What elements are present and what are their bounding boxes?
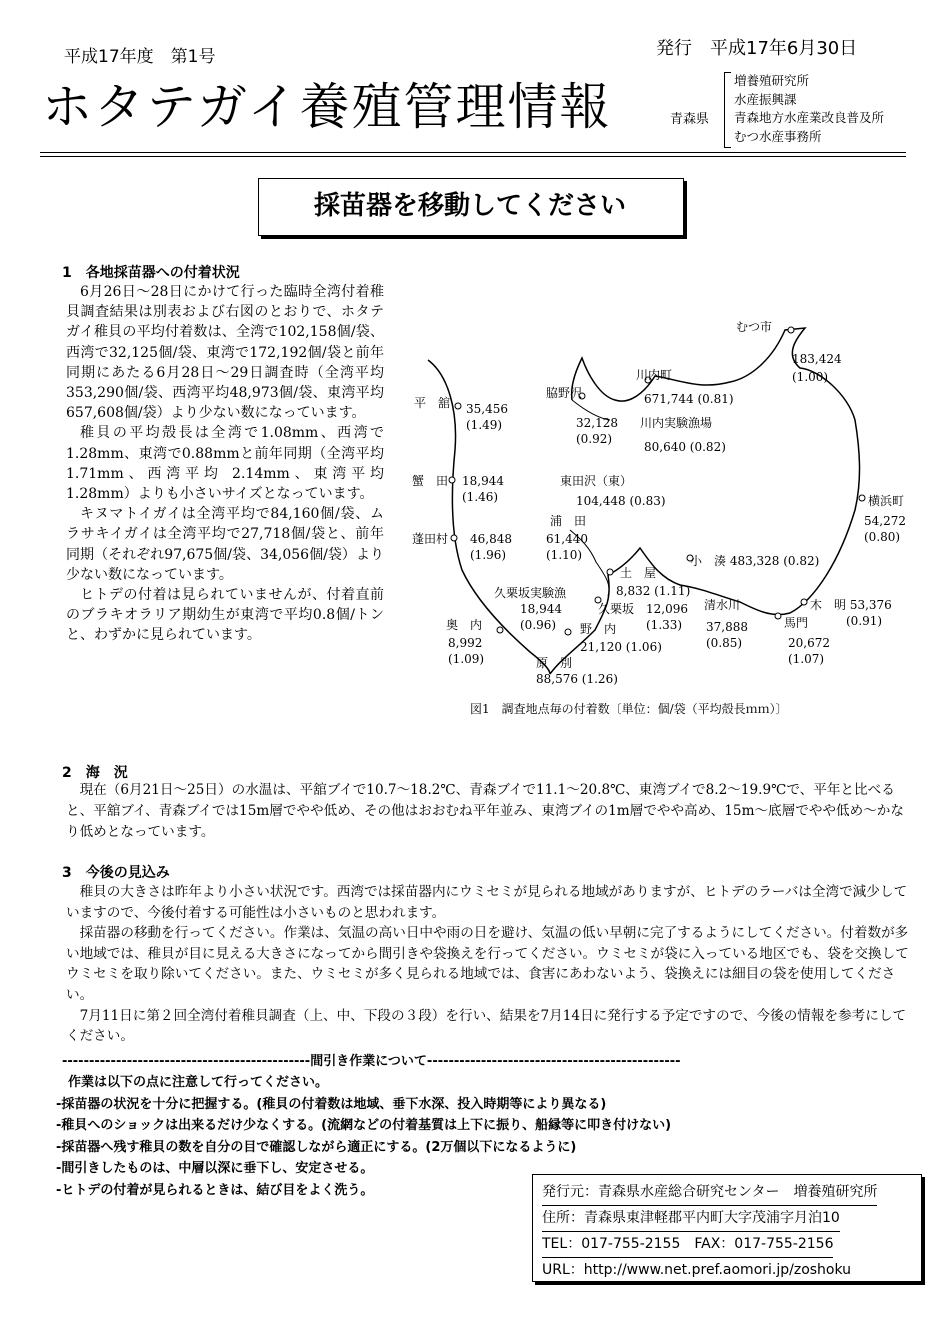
map-label: 61,440 <box>546 532 588 546</box>
map-label: (0.92) <box>576 432 613 446</box>
map-label: 35,456 <box>466 402 508 416</box>
map-label: 18,944 <box>520 602 562 616</box>
map-label: 川内町 <box>636 368 673 382</box>
thinning-item: -ヒトデの付着が見られるときは、結び目をよく洗う。 <box>56 1182 374 1198</box>
section3-paragraph: 7月11日に第２回全湾付着稚貝調査（上、中、下段の３段）を行い、結果を7月14日に発行する予定ですので、今後の情報を参考にしてください。 <box>66 1007 907 1045</box>
station-marker <box>607 569 613 575</box>
map-label: (1.46) <box>462 490 499 504</box>
map-label: (0.96) <box>520 618 557 632</box>
map-label: 104,448 (0.83) <box>576 494 666 508</box>
thinning-heading: ----------------------------------------------間引き作業について----------------------------------------------- <box>62 1054 681 1069</box>
map-label: 土 屋 <box>620 566 657 580</box>
map-label: 川内実験漁場 <box>640 416 713 430</box>
station-marker <box>455 403 461 409</box>
section3-heading: 3 今後の見込み <box>62 865 170 881</box>
org-item: 水産振興課 <box>734 91 797 107</box>
org-bracket <box>724 72 731 148</box>
map-label: 8,832 (1.11) <box>616 584 691 598</box>
section2-heading: 2 海 況 <box>62 765 128 781</box>
map-label: (1.07) <box>788 652 825 666</box>
org-item: 増養殖研究所 <box>734 73 810 88</box>
contact-publisher: 発行元：青森県水産総合研究センター 増養殖研究所 <box>542 1180 877 1206</box>
map-label: (0.85) <box>706 636 743 650</box>
contact-phone: TEL：017-755-2155 FAX：017-755-2156 <box>542 1232 833 1258</box>
map-label: 横浜町 <box>868 494 905 508</box>
section1-body <box>66 282 384 646</box>
map-label: 32,128 <box>576 416 618 430</box>
map-label: 東田沢（東） <box>560 474 633 488</box>
map-label: (1.00) <box>792 370 829 384</box>
map-label: 清水川 <box>704 598 741 612</box>
thinning-item: -稚貝へのショックは出来るだけ少なくする。(流網などの付着基質は上下に振り、船縁等に叩き付けない) <box>56 1118 672 1133</box>
section2-body <box>66 780 916 843</box>
map-label: 奥 内 <box>446 618 483 632</box>
map-label: むつ市 <box>736 320 773 334</box>
issue-label: 平成17年度 第1号 <box>64 47 216 67</box>
section2-paragraph: 現在（6月21日～25日）の水温は、平舘ブイで10.7～18.2℃、青森ブイで11.1～20.8℃、東湾ブイで8.2～19.9℃で、平年と比べると、平舘ブイ、青森ブイでは15m層でやや低め、その他はおおむね平年並み、東湾ブイの1m層でやや高め、15m～底層でやや低め～かなり低めとなっています。 <box>66 782 904 840</box>
section1-paragraph: 稚貝の平均殻長は全湾で1.08mm、西湾で1.28mm、東湾で0.88mmと前年同期（全湾平均 1.71mm、西湾平均 2.14mm、東湾平均 1.28mm）よりも小さいサイズとなっています。 <box>66 425 384 503</box>
station-marker <box>565 629 571 635</box>
map-label: 46,848 <box>470 532 512 546</box>
map-label: (1.09) <box>448 652 485 666</box>
contact-info <box>542 1180 877 1284</box>
map-label: 蓬田村 <box>412 532 449 546</box>
map-label: 木 明 53,376 <box>810 598 892 612</box>
section1-paragraph: ヒトデの付着は見られていませんが、付着直前のブラキオラリア期幼生が東湾で平均0.8個/トンと、わずかに見られています。 <box>66 587 384 644</box>
figure-caption: 図1 調査地点毎の付着数〔単位：個/袋（平均殻長ｍｍ）〕 <box>470 702 788 716</box>
org-item: むつ水産事務所 <box>734 128 822 144</box>
map-label: 野 内 <box>580 622 617 636</box>
map-label: 21,120 (1.06) <box>580 640 662 654</box>
station-marker <box>451 535 457 541</box>
map-label: 脇野沢 <box>546 386 583 400</box>
map-label: 平 舘 <box>414 396 451 410</box>
section3-paragraph: 稚貝の大きさは昨年より小さい状況です。西湾では採苗器内にウミセミが見られる地域がありますが、ヒトデのラーバは全湾で減少していますので、今後付着する可能性は小さいものと思われます。 <box>66 884 908 921</box>
map-label: 37,888 <box>706 620 748 634</box>
station-marker <box>775 613 781 619</box>
map-label: (1.49) <box>466 418 503 432</box>
map-label: 浦 田 <box>550 514 587 528</box>
station-marker <box>497 627 503 633</box>
station-marker <box>801 599 807 605</box>
map-label: 12,096 <box>646 602 688 616</box>
newsletter-title: ホタテガイ養殖管理情報 <box>42 78 612 136</box>
map-label: (1.33) <box>646 618 683 632</box>
map-label: 80,640 (0.82) <box>644 440 726 454</box>
map-label: (1.10) <box>546 548 583 562</box>
map-label: 54,272 <box>864 514 906 528</box>
headline: 採苗器を移動してください <box>313 191 626 221</box>
org-item: 青森地方水産業改良普及所 <box>734 110 885 125</box>
map-label: 88,576 (1.26) <box>536 672 618 686</box>
issue-date: 発行 平成17年6月30日 <box>656 38 858 59</box>
station-marker <box>788 327 794 333</box>
station-marker <box>449 477 455 483</box>
map-label: 原 別 <box>536 656 573 670</box>
map-label: 183,424 <box>792 352 842 366</box>
map-label: 8,992 <box>448 636 483 650</box>
map-label: (1.96) <box>470 548 507 562</box>
org-list <box>734 72 884 146</box>
map-label: 20,672 <box>788 636 830 650</box>
section1-paragraph: 6月26日～28日にかけて行った臨時全湾付着稚貝調査結果は別表および右図のとおりで、ホタテガイ稚貝の平均付着数は、全湾で102,158個/袋、西湾で32,125個/袋、東湾で172,192個/袋と前年同期にあたる6月28日～29日調査時（全湾平均353,290個/袋、西湾平均48,973個/袋、東湾平均657,608個/袋）より少ない数になっています。 <box>66 284 384 422</box>
map-label: (0.80) <box>864 530 901 544</box>
map-label: 馬門 <box>784 616 809 630</box>
contact-url[interactable]: URL：http://www.net.pref.aomori.jp/zoshoku <box>542 1258 851 1284</box>
map-label: 蟹 田 <box>412 474 449 488</box>
station-marker <box>859 495 865 501</box>
thinning-item: -採苗器へ残す稚貝の数を自分の目で確認しながら適正にする。(2万個以下になるように) <box>56 1139 577 1155</box>
section3-body <box>66 882 916 1047</box>
section1-heading: 1 各地採苗器への付着状況 <box>62 265 240 281</box>
thinning-item: -採苗器の状況を十分に把握する。(稚貝の付着数は地域、垂下水深、投入時期等により異なる) <box>56 1096 607 1112</box>
map-label: 671,744 (0.81) <box>644 392 734 406</box>
map-label: 小 湊 483,328 (0.82) <box>690 554 820 568</box>
section1-paragraph: キヌマトイガイは全湾平均で84,160個/袋、ムラサキイガイは全湾平均で27,718個/袋と、前年同期（それぞれ97,675個/袋、34,056個/袋）より少ない数になっています。 <box>66 506 384 583</box>
map-label: 久栗坂実験漁 <box>494 586 567 600</box>
thinning-item: -間引きしたものは、中層以深に垂下し、安定させる。 <box>56 1161 374 1176</box>
contact-address: 住所：青森県東津軽郡平内町大字茂浦字月泊10 <box>542 1206 840 1232</box>
map-label: 18,944 <box>462 474 504 488</box>
section3-paragraph: 採苗器の移動を行ってください。作業は、気温の高い日中や雨の日を避け、気温の低い早朝に完了するようにしてください。付着数が多い地域では、稚貝が目に見える大きさになってから間引きや袋換えを行ってください。ウミセミが袋に入っている地区でも、袋を交換してウミセミを取り除いてください。また、ウミセミが多く見られる地域では、食害にあわないよう、袋換えには細目の袋を使用してください。 <box>66 925 909 1003</box>
thinning-intro: 作業は以下の点に注意して行ってください。 <box>68 1075 329 1090</box>
map-label: (0.91) <box>846 614 883 628</box>
prefecture-label: 青森県 <box>670 112 710 127</box>
map-label: 久栗坂 <box>598 602 635 616</box>
title-rule <box>40 152 906 157</box>
